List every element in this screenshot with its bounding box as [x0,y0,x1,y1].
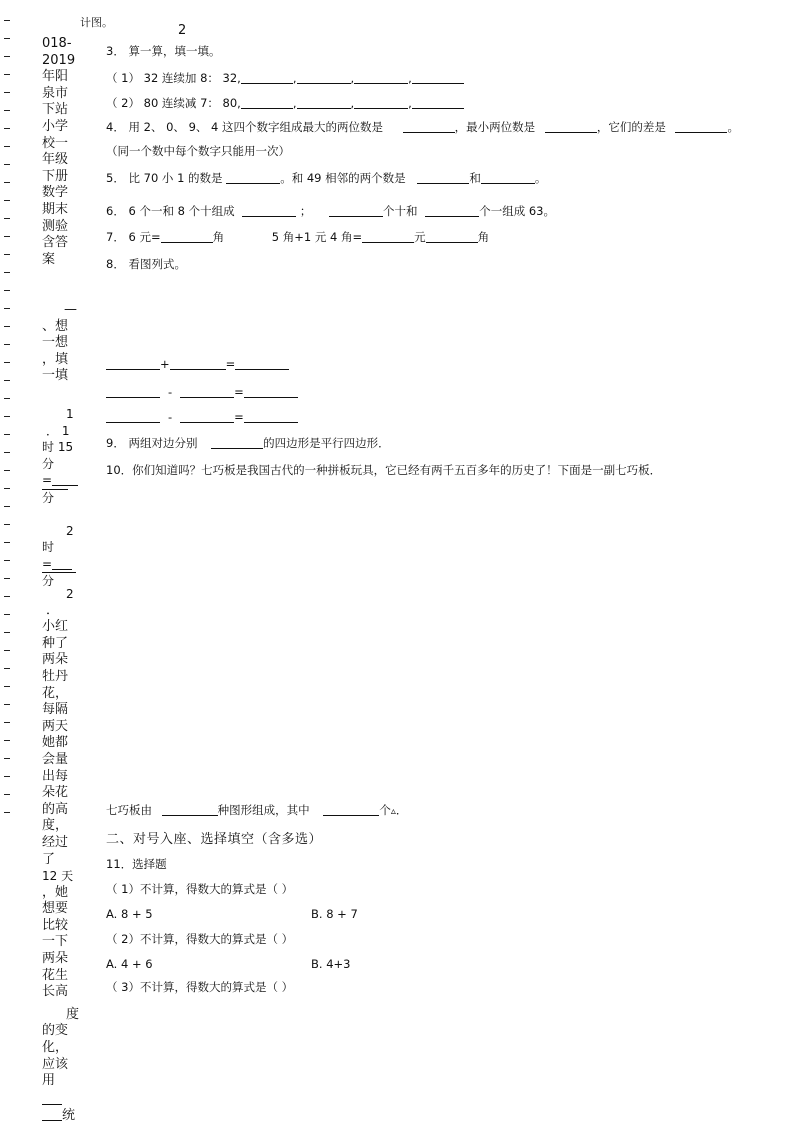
q2-line: 度， [42,818,69,834]
q1-1-line: ． 1 [46,423,70,438]
q3-title: 3． 算一算，填一填。 [106,44,221,58]
margin-dash [4,506,10,507]
q11-1-option-a[interactable]: A. 8 + 5 [106,907,153,921]
margin-dash [4,92,10,93]
sidebar-section-1 [42,302,82,385]
answer-blank[interactable] [52,557,72,570]
q1-1-unit: 分 [42,489,68,507]
q3-row-a: （ 1） 32 连续加 8： 32, , , , [106,70,464,86]
answer-blank[interactable] [42,1092,62,1105]
q11-part-2: （ 2）不计算，得数大的算式是（ ） [106,932,294,946]
margin-dash [4,650,10,651]
q2-line: 化， [42,1040,69,1056]
q8-row-2: - = [106,385,298,399]
q2-end-row: 统 [42,1108,82,1125]
margin-dash [4,74,10,75]
margin-dash [4,182,10,183]
q2-line: 用 [42,1073,56,1089]
answer-blank[interactable] [354,71,408,84]
q6: 6． 6 个一和 8 个十组成 ； 个十和 个一组成 63。 [106,204,555,218]
title-line: 泉市 [42,85,69,101]
q1-1-answer: = [42,472,82,489]
margin-dash [4,344,10,345]
answer-blank[interactable] [241,71,293,84]
q2-line: 每隔 [42,702,69,718]
margin-dash [4,290,10,291]
sidebar-title [42,36,82,268]
answer-blank[interactable] [162,803,218,816]
answer-blank[interactable] [417,171,469,184]
margin-dash [4,524,10,525]
margin-dash [4,254,10,255]
q2-line: 会量 [42,751,69,767]
margin-dash [4,146,10,147]
answer-blank[interactable] [226,171,280,184]
header-fragment: 计图。 [80,16,113,29]
margin-dash [4,380,10,381]
q10-tangram: 七巧板由 种图形组成，其中 个▵． [106,803,408,817]
q11-title: 11．选择题 [106,857,167,871]
answer-blank[interactable] [106,357,160,370]
answer-blank[interactable] [329,204,383,217]
q8-row-1: + = [106,357,289,371]
q1-2-answer: = [42,556,82,573]
triangle-icon: ▵ [390,806,396,817]
answer-blank[interactable] [244,410,298,423]
answer-blank[interactable] [412,96,464,109]
answer-blank[interactable] [52,473,78,486]
q2-line: 花生 [42,967,69,983]
q5: 5． 比 70 小 1 的数是 。和 49 相邻的两个数是 和 。 [106,171,547,185]
q2-days: 12 天 [42,869,74,884]
margin-dash [4,308,10,309]
margin-dash [4,452,10,453]
q11-part-3: （ 3）不计算，得数大的算式是（ ） [106,980,294,994]
q2-line: 两天 [42,718,69,734]
answer-blank[interactable] [244,385,298,398]
margin-dash [4,218,10,219]
title-line: 下册 [42,168,69,184]
answer-blank[interactable] [425,204,479,217]
q2-line: 长高 [42,984,69,1000]
margin-dash [4,722,10,723]
title-line: 下站 [42,102,69,118]
title-line: 小学 [42,118,69,134]
title-line: 案 [42,251,56,267]
q2-line: 一下 [42,934,69,950]
title-line: 年级 [42,152,69,168]
q2-line: 的高 [42,801,69,817]
title-line: 年阳 [42,69,69,85]
q3-row-b: （ 2） 80 连续减 7： 80, , , , [106,95,464,111]
title-line: 数学 [42,185,69,201]
answer-blank[interactable] [675,120,727,133]
q11-part-1: （ 1）不计算，得数大的算式是（ ） [106,882,294,896]
q2-line: 想要 [42,901,69,917]
answer-blank[interactable] [42,1108,62,1121]
q1-1-line: 时 15 [42,440,74,455]
q2-line: 牡丹 [42,668,69,684]
answer-blank[interactable] [481,171,535,184]
q9: 9． 两组对边分别 的四边形是平行四边形． [106,436,390,450]
q2-line: 她都 [42,735,69,751]
answer-blank[interactable] [241,96,293,109]
q1-2-unit: 分 [42,572,76,590]
margin-dash [4,434,10,435]
margin-dash [4,542,10,543]
section-line: 一想 [42,335,69,351]
q1-2-line: 时 [42,540,55,555]
margin-dash [4,776,10,777]
q11-2-option-b[interactable]: B. 4+3 [311,957,351,971]
margin-dash [4,164,10,165]
answer-blank[interactable] [170,357,226,370]
q7: 7． 6 元= 角 5 角+1 元 4 角= 元 角 [106,230,490,244]
answer-blank[interactable] [211,436,263,449]
q2-line: 两朵 [42,652,69,668]
q1-2-num: 2 [66,523,74,538]
answer-blank[interactable] [403,120,455,133]
q2-label: 2 [66,587,74,601]
margin-dash [4,128,10,129]
q2-line: 两朵 [42,951,69,967]
section-line: 、想 [42,318,69,334]
q2-line: ，她 [42,884,69,900]
margin-dash [4,614,10,615]
margin-dash [4,56,10,57]
answer-blank[interactable] [297,96,351,109]
margin-dash [4,236,10,237]
sidebar-q2 [42,586,82,1125]
margin-dash [4,704,10,705]
q8-row-3: - = [106,410,298,424]
q2-line: 出每 [42,768,69,784]
margin-dash [4,758,10,759]
margin-dash [4,668,10,669]
margin-dash [4,740,10,741]
page-number: 2 [178,23,187,38]
answer-blank[interactable] [297,71,351,84]
q2-line: 经过 [42,834,69,850]
q10-text: 10．你们知道吗？七巧板是我国古代的一种拼板玩具，它已经有两千五百多年的历史了！下面是一副七巧板． [106,463,662,477]
answer-blank[interactable] [235,357,289,370]
q2-dot: ． [46,602,60,618]
answer-blank[interactable] [412,71,464,84]
q2-du: 度 [66,1006,80,1022]
answer-blank[interactable] [545,120,597,133]
q2-end [42,1092,82,1109]
answer-blank[interactable] [180,410,234,423]
title-line: 测验 [42,218,69,234]
q11-2-option-a[interactable]: A. 4 + 6 [106,957,153,971]
margin-dash [4,686,10,687]
title-line: 2019 [42,52,76,68]
margin-dash [4,110,10,111]
q4-main: 4． 用 2、 0、 9、 4 这四个数字组成最大的两位数是 ，最小两位数是 ，它们的差是 。 [106,120,739,134]
section-2-title: 二、对号入座、选择填空（含多选） [106,832,323,847]
section-line: 一填 [42,368,69,384]
margin-dash [4,470,10,471]
q11-1-option-b[interactable]: B. 8 + 7 [311,907,358,921]
answer-blank[interactable] [323,803,379,816]
answer-blank[interactable] [354,96,408,109]
margin-dash [4,326,10,327]
margin-dash [4,272,10,273]
margin-dash [4,398,10,399]
q8-title: 8． 看图列式。 [106,257,186,271]
margin-dash [4,20,10,21]
q1-1-line: 分 [42,456,55,471]
margin-dash [4,200,10,201]
sidebar-q1 [42,406,82,590]
answer-blank[interactable] [362,230,414,243]
answer-blank[interactable] [106,385,160,398]
margin-dash [4,812,10,813]
q2-line: 朵花 [42,785,69,801]
title-line: 校一 [42,135,69,151]
section-line: ，填 [42,351,69,367]
q2-line: 比较 [42,917,69,933]
answer-blank[interactable] [180,385,234,398]
q2-line: 种了 [42,635,69,651]
margin-dash [4,596,10,597]
title-line: 含答 [42,235,69,251]
q4-note: （同一个数中每个数字只能用一次） [106,144,290,158]
margin-dash [4,488,10,489]
title-line: 018- [42,36,72,51]
margin-dash [4,362,10,363]
margin-dash [4,794,10,795]
answer-blank[interactable] [161,230,213,243]
q2-line: 应该 [42,1056,69,1072]
margin-dash [4,38,10,39]
q1-label: 1 [66,407,74,421]
title-line: 期末 [42,201,69,217]
margin-dash [4,560,10,561]
margin-dash [4,632,10,633]
q2-line: 的变 [42,1023,69,1039]
margin-dash [4,578,10,579]
section-line: — [64,302,77,317]
q2-line: 了 [42,851,56,867]
q2-line: 花， [42,685,69,701]
answer-blank[interactable] [242,204,296,217]
answer-blank[interactable] [426,230,478,243]
answer-blank[interactable] [106,410,160,423]
q2-line: 小红 [42,619,69,635]
margin-dash [4,416,10,417]
